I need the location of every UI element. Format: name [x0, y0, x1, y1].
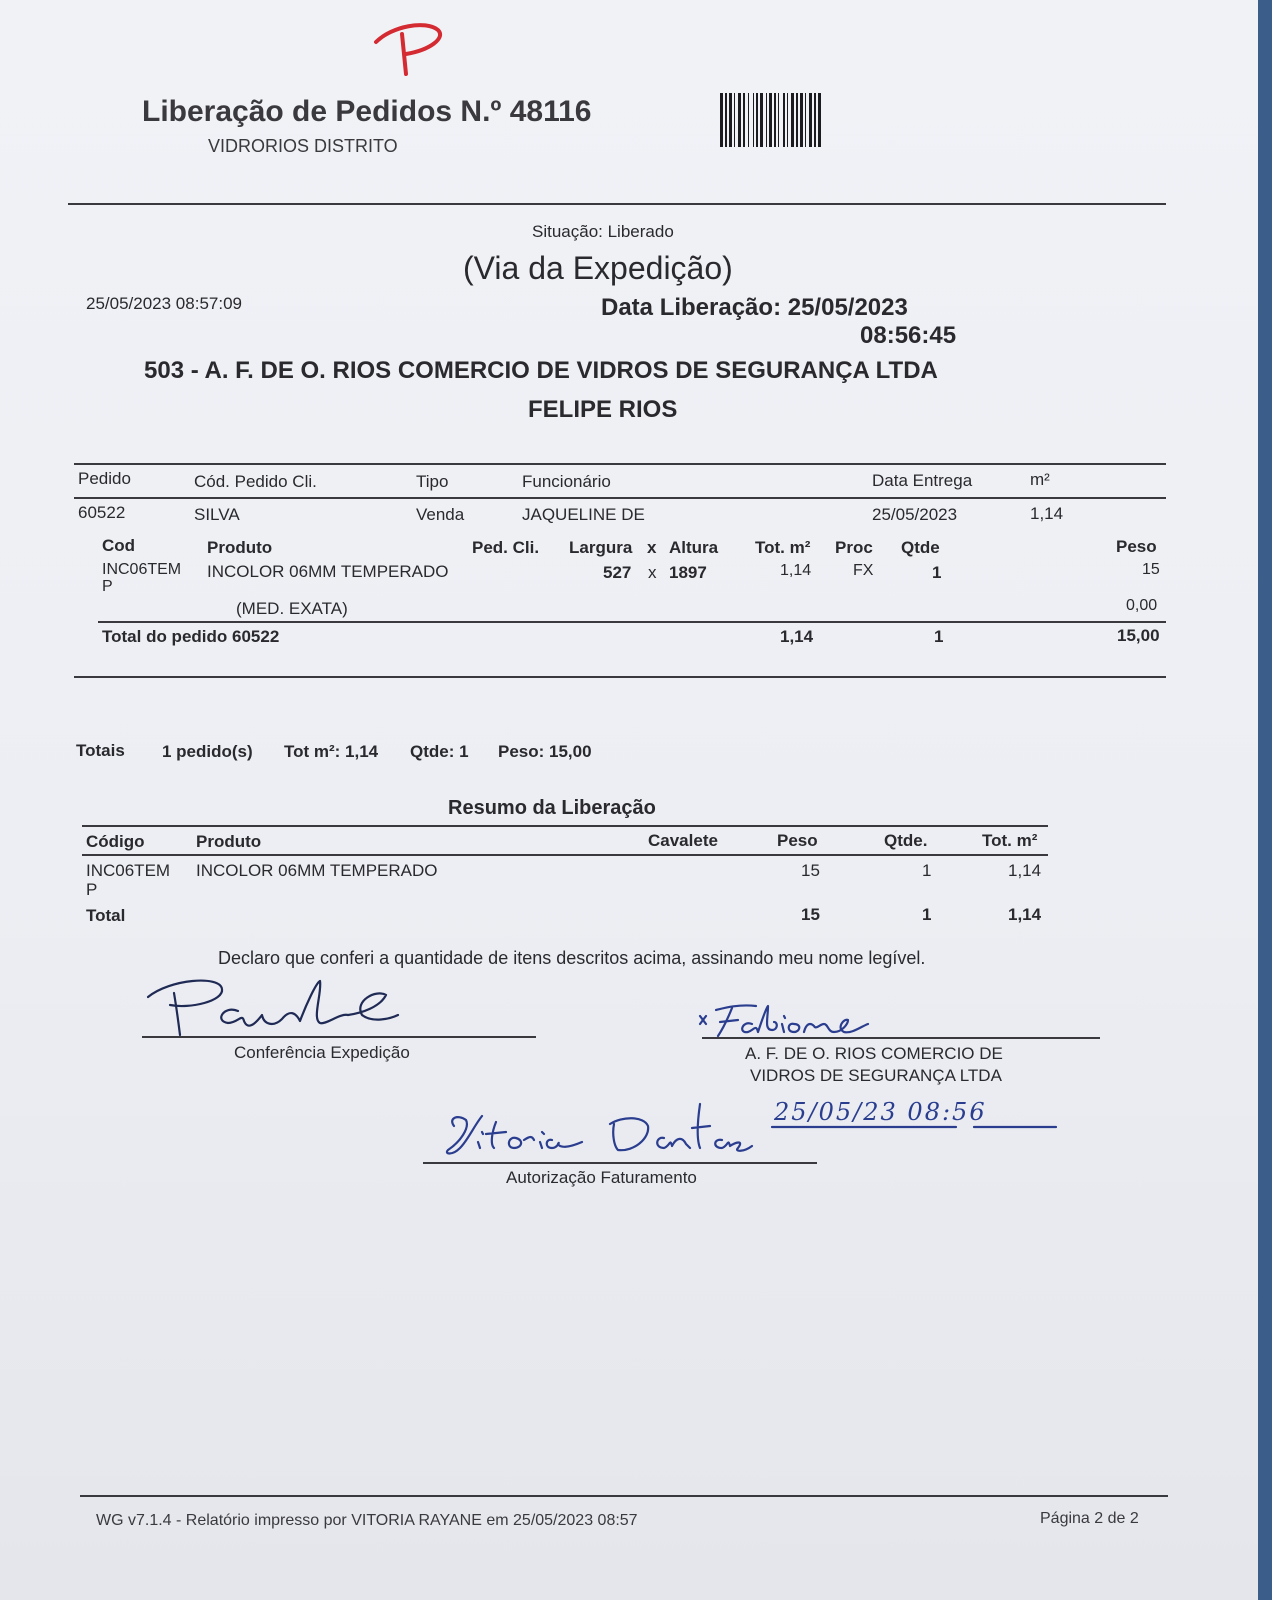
col-qtde: Qtde	[901, 538, 940, 557]
document-title: Liberação de Pedidos N.º 48116	[142, 95, 592, 128]
data-liberacao	[601, 294, 908, 322]
bottom-signature-label: Autorização Faturamento	[506, 1168, 697, 1187]
col-x: x	[647, 538, 657, 557]
resumo-tot-m2: 1,14	[1008, 861, 1042, 880]
resumo-total-tot-m2: 1,14	[1008, 905, 1042, 924]
data-liberacao-date: 25/05/2023	[787, 294, 908, 321]
resumo-qtde: 1	[922, 861, 932, 880]
order-cod-pedido-cli: SILVA	[194, 505, 240, 524]
col-tipo: Tipo	[416, 472, 449, 491]
resumo-col-qtde: Qtde.	[884, 831, 928, 850]
totais-pedidos: 1 pedido(s)	[162, 742, 253, 761]
resumo-codigo-line1: INC06TEM	[86, 861, 171, 880]
barcode	[718, 93, 913, 147]
resumo-produto: INCOLOR 06MM TEMPERADO	[196, 861, 438, 880]
signature-fabiano	[698, 1000, 888, 1040]
client-contact: FELIPE RIOS	[528, 396, 678, 423]
data-liberacao-label: Data Liberação:	[601, 294, 782, 321]
resumo-total-label: Total	[86, 906, 126, 925]
item-x: x	[648, 563, 657, 582]
item-tot-m2: 1,14	[780, 562, 812, 579]
col-data-entrega: Data Entrega	[872, 471, 973, 490]
col-cod-pedido-cli: Cód. Pedido Cli.	[194, 472, 317, 491]
resumo-col-tot-m2: Tot. m²	[982, 831, 1038, 850]
col-altura: Altura	[669, 538, 719, 557]
item-note-value: 0,00	[1126, 597, 1158, 614]
declaration-text: Declaro que conferi a quantidade de itens descritos acima, assinando meu nome legível.	[218, 948, 926, 968]
order-total-qtde: 1	[934, 627, 944, 646]
order-pedido: 60522	[78, 503, 126, 522]
totais-qtde: Qtde: 1	[410, 742, 469, 761]
order-total-peso: 15,00	[1117, 626, 1160, 645]
col-peso: Peso	[1116, 537, 1157, 556]
handwritten-date-underline	[770, 1124, 1060, 1130]
situacao-text: Situação: Liberado	[532, 222, 674, 241]
via-title: (Via da Expedição)	[463, 250, 733, 286]
col-proc: Proc	[835, 538, 873, 557]
resumo-col-codigo: Código	[86, 832, 145, 851]
right-signature-label-line1: A. F. DE O. RIOS COMERCIO DE	[745, 1044, 1003, 1063]
printed-timestamp: 25/05/2023 08:57:09	[86, 294, 242, 313]
order-total-label: Total do pedido 60522	[102, 627, 280, 646]
handwritten-red-mark	[372, 20, 452, 80]
footer-printed-by: WG v7.1.4 - Relatório impresso por VITORIA RAYANE em 25/05/2023 08:57	[96, 1512, 638, 1529]
data-liberacao-time: 08:56:45	[860, 322, 957, 349]
right-signature-label-line2: VIDROS DE SEGURANÇA LTDA	[750, 1066, 1002, 1085]
resumo-title: Resumo da Liberação	[448, 797, 656, 819]
resumo-codigo-line2: P	[86, 880, 98, 899]
item-cod-line2: P	[102, 578, 113, 595]
order-funcionario: JAQUELINE DE	[522, 505, 645, 524]
resumo-total-peso: 15	[801, 905, 820, 924]
item-altura: 1897	[669, 563, 707, 582]
item-largura: 527	[603, 563, 632, 582]
handwritten-date: 25/05/23 08:56	[774, 1098, 987, 1126]
resumo-peso: 15	[801, 861, 820, 880]
item-proc: FX	[853, 562, 874, 579]
totais-tot-m2: Tot m²: 1,14	[284, 742, 379, 761]
order-tipo: Venda	[416, 505, 465, 524]
resumo-col-peso: Peso	[777, 831, 818, 850]
col-pedido: Pedido	[78, 469, 131, 488]
signature-paulo	[140, 975, 410, 1040]
col-funcionario: Funcionário	[522, 472, 611, 491]
totais-label: Totais	[76, 741, 125, 760]
col-ped-cli: Ped. Cli.	[472, 538, 540, 557]
resumo-col-cavalete: Cavalete	[648, 831, 718, 850]
col-produto: Produto	[207, 538, 273, 557]
item-qtde: 1	[932, 563, 942, 582]
item-cod-line1: INC06TEM	[102, 561, 182, 578]
left-signature-label: Conferência Expedição	[234, 1043, 410, 1062]
item-produto: INCOLOR 06MM TEMPERADO	[207, 562, 449, 581]
totais-peso: Peso: 15,00	[498, 742, 592, 761]
col-largura: Largura	[569, 538, 633, 557]
col-tot-m2: Tot. m²	[755, 538, 811, 557]
order-data-entrega: 25/05/2023	[872, 505, 958, 524]
col-m2: m²	[1030, 470, 1050, 489]
item-note: (MED. EXATA)	[236, 599, 348, 618]
signature-vitoria-dantas	[438, 1098, 758, 1168]
client-line: 503 - A. F. DE O. RIOS COMERCIO DE VIDROS DE SEGURANÇA LTDA	[144, 357, 938, 384]
footer-page-number: Página 2 de 2	[1040, 1510, 1139, 1527]
order-total-m2: 1,14	[780, 627, 814, 646]
resumo-col-produto: Produto	[196, 832, 262, 851]
col-cod: Cod	[102, 536, 136, 555]
item-peso: 15	[1142, 561, 1160, 578]
resumo-total-qtde: 1	[922, 905, 932, 924]
order-m2: 1,14	[1030, 504, 1064, 523]
company-name: VIDRORIOS DISTRITO	[208, 136, 398, 156]
